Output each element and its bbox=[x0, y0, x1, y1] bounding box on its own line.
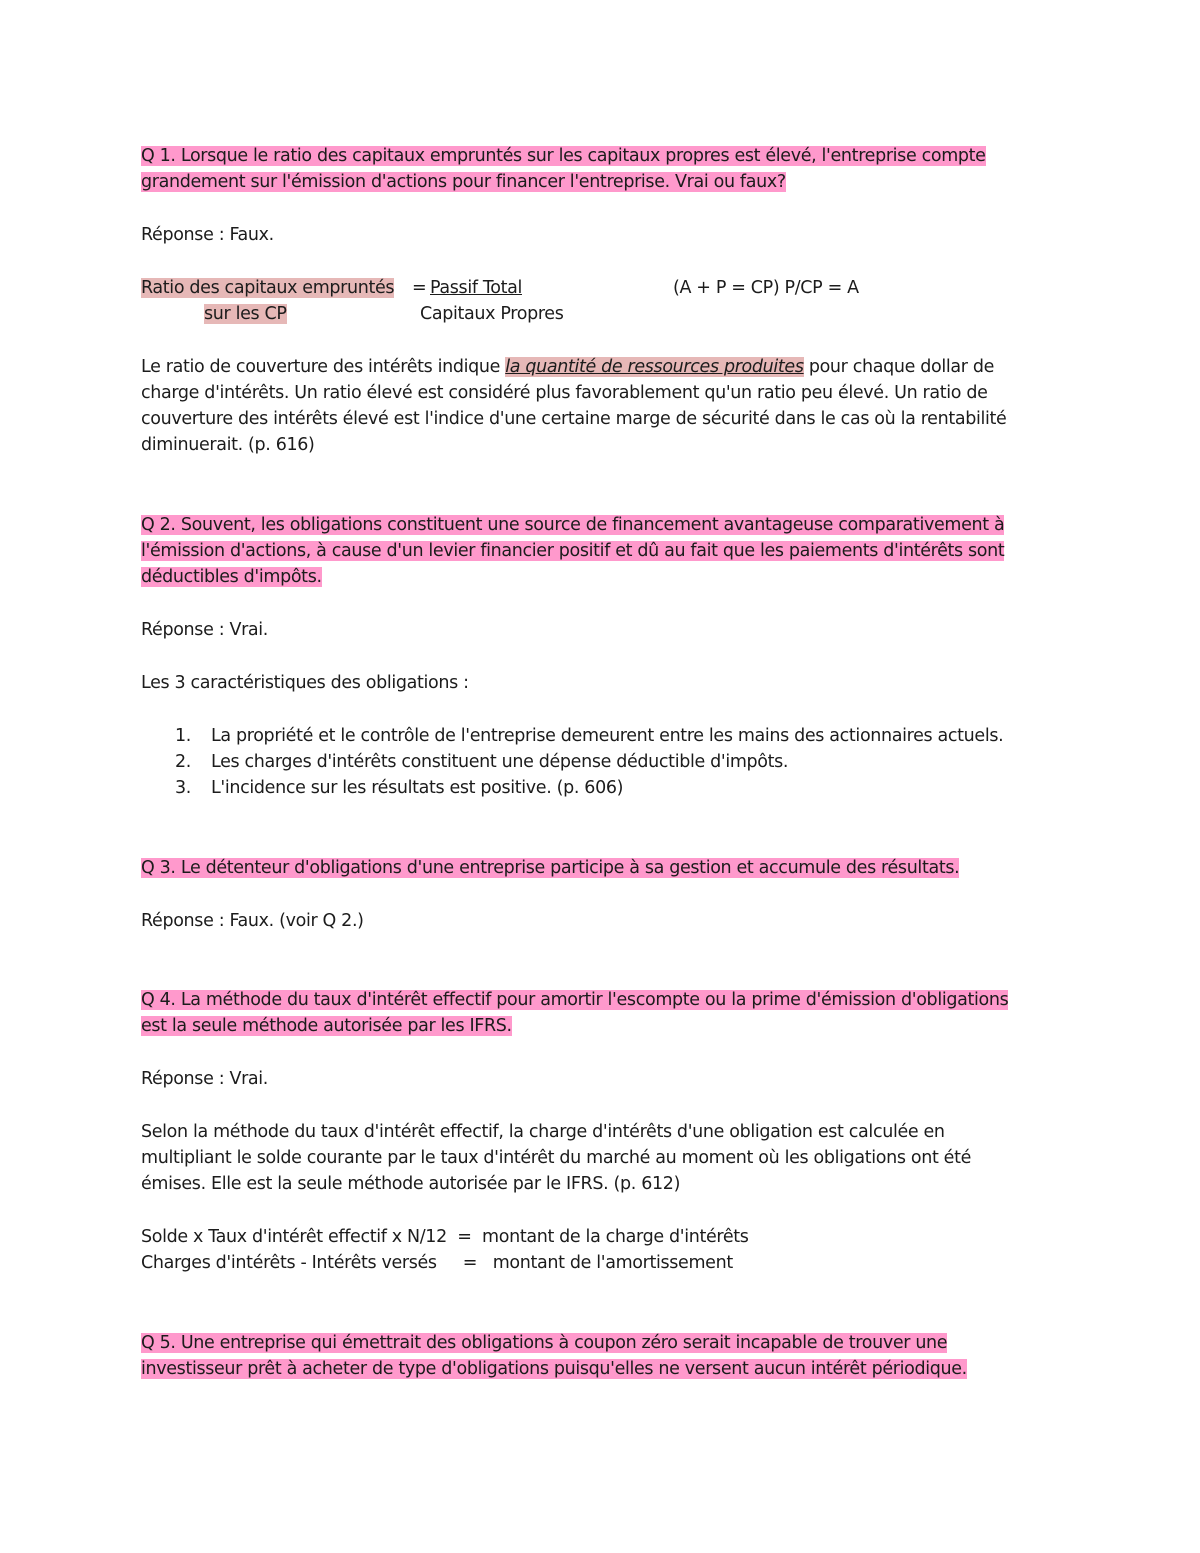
q2-list-title: Les 3 caractéristiques des obligations : bbox=[141, 673, 469, 693]
q4-formula-line-2: Charges d'intérêts - Intérêts versés = montant de l'amortissement bbox=[141, 1253, 733, 1273]
q1-explanation-line-4: diminuerait. (p. 616) bbox=[141, 435, 315, 455]
q2-answer: Réponse : Vrai. bbox=[141, 620, 269, 640]
q4-answer: Réponse : Vrai. bbox=[141, 1069, 269, 1089]
q1-emphasis: la quantité de ressources produites bbox=[505, 357, 804, 377]
q4-explanation-line-3: émises. Elle est la seule méthode autorisée par le IFRS. (p. 612) bbox=[141, 1174, 681, 1194]
list-item: 1. La propriété et le contrôle de l'entreprise demeurent entre les mains des actionnaires actuels. bbox=[175, 726, 1004, 746]
q1-question-line-1: Q 1. Lorsque le ratio des capitaux empruntés sur les capitaux propres est élevé, l'entreprise compte bbox=[141, 146, 986, 166]
q5-question-line-1: Q 5. Une entreprise qui émettrait des obligations à coupon zéro serait incapable de trouver une bbox=[141, 1333, 948, 1353]
q2-question-line-2: l'émission d'actions, à cause d'un levier financier positif et dû au fait que les paiements d'intérêts sont bbox=[141, 541, 1005, 561]
q3-question-line-1: Q 3. Le détenteur d'obligations d'une entreprise participe à sa gestion et accumule des résultats. bbox=[141, 858, 960, 878]
q3-answer: Réponse : Faux. (voir Q 2.) bbox=[141, 911, 364, 931]
q4-question-line-2: est la seule méthode autorisée par les IFRS. bbox=[141, 1016, 512, 1036]
q1-question-line-2: grandement sur l'émission d'actions pour financer l'entreprise. Vrai ou faux? bbox=[141, 172, 786, 192]
q1-answer: Réponse : Faux. bbox=[141, 225, 274, 245]
list-item: 3. L'incidence sur les résultats est positive. (p. 606) bbox=[175, 778, 624, 798]
q1-formula-denominator: Capitaux Propres bbox=[420, 304, 564, 324]
q1-formula-term-line-1: Ratio des capitaux empruntés bbox=[141, 278, 395, 298]
q5-question-line-2: investisseur prêt à acheter de type d'obligations puisqu'elles ne versent aucun intérêt périodique. bbox=[141, 1359, 967, 1379]
q1-explanation-line-1: Le ratio de couverture des intérêts indique la quantité de ressources produites pour chaque dollar de bbox=[141, 357, 994, 377]
q1-formula-equals: = bbox=[412, 278, 427, 298]
q1-explanation-line-3: couverture des intérêts élevé est l'indice d'une certaine marge de sécurité dans le cas où la rentabilité bbox=[141, 409, 1007, 429]
q1-formula-numerator: Passif Total bbox=[430, 278, 522, 298]
q4-explanation-line-2: multipliant le solde courante par le taux d'intérêt du marché au moment où les obligations ont été bbox=[141, 1148, 972, 1168]
q4-explanation-line-1: Selon la méthode du taux d'intérêt effectif, la charge d'intérêts d'une obligation est calculée en bbox=[141, 1122, 945, 1142]
q2-question-line-3: déductibles d'impôts. bbox=[141, 567, 322, 587]
q1-formula-term-line-2: sur les CP bbox=[204, 304, 287, 324]
q2-question-line-1: Q 2. Souvent, les obligations constituent une source de financement avantageuse comparativement à bbox=[141, 515, 1005, 535]
q1-explanation-line-2: charge d'intérêts. Un ratio élevé est considéré plus favorablement qu'un ratio peu élevé. Un ratio de bbox=[141, 383, 988, 403]
q4-question-line-1: Q 4. La méthode du taux d'intérêt effectif pour amortir l'escompte ou la prime d'émission d'obligations bbox=[141, 990, 1009, 1010]
q4-formula-line-1: Solde x Taux d'intérêt effectif x N/12 = montant de la charge d'intérêts bbox=[141, 1227, 749, 1247]
list-item: 2. Les charges d'intérêts constituent une dépense déductible d'impôts. bbox=[175, 752, 789, 772]
q1-formula-note: (A + P = CP) P/CP = A bbox=[673, 278, 859, 298]
